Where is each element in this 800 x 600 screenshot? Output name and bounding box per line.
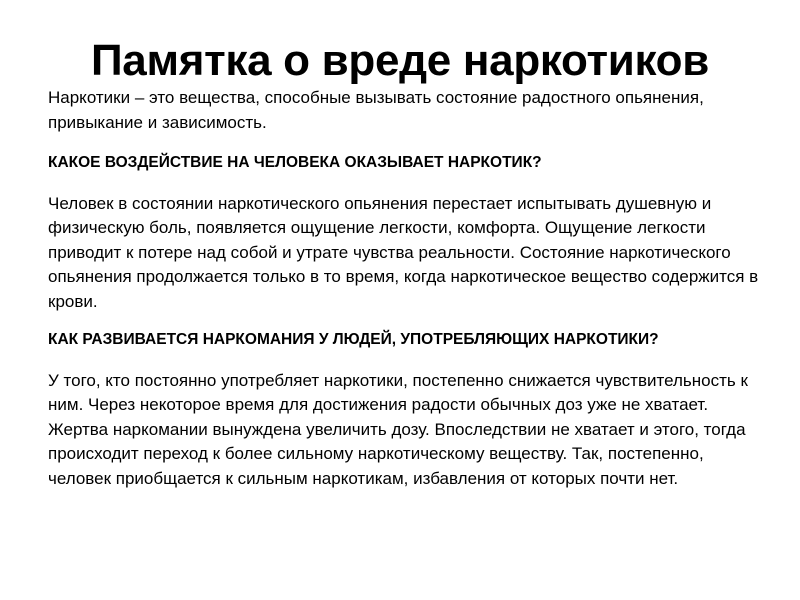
section-text-effect: Человек в состоянии наркотического опьянения перестает испытывать душевную и физическую боль, появляется ощущение легкости, комфорта. Ощущение легкости приводит к потере над собой и утрате чувства реальности. Состояние наркотического опьянения продолжается только в то время, когда наркотическое вещество содержится в крови.: [48, 193, 759, 311]
intro-paragraph: Наркотики – это вещества, способные вызывать состояние радостного опьянения, привыкание и зависимость.: [48, 88, 704, 132]
section-heading-addiction: КАК РАЗВИВАЕТСЯ НАРКОМАНИЯ У ЛЮДЕЙ, УПОТРЕБЛЯЮЩИХ НАРКОТИКИ?: [48, 331, 659, 348]
content-body: [48, 86, 760, 505]
section-text-addiction: У того, кто постоянно употребляет наркотики, постепенно снижается чувствительность к ним. Через некоторое время для достижения радости обычных доз уже не хватает. Жертва наркомании вынуждена увеличить дозу. Впоследствии не хватает и этого, тогда происходит переход к более сильному наркотическому веществу. Так, постепенно, человек приобщается к сильным наркотикам, избавления от которых почти нет.: [48, 370, 748, 488]
page-title: Памятка о вреде наркотиков: [90, 36, 710, 85]
section-heading-effect: КАКОЕ ВОЗДЕЙСТВИЕ НА ЧЕЛОВЕКА ОКАЗЫВАЕТ НАРКОТИК?: [48, 154, 542, 171]
